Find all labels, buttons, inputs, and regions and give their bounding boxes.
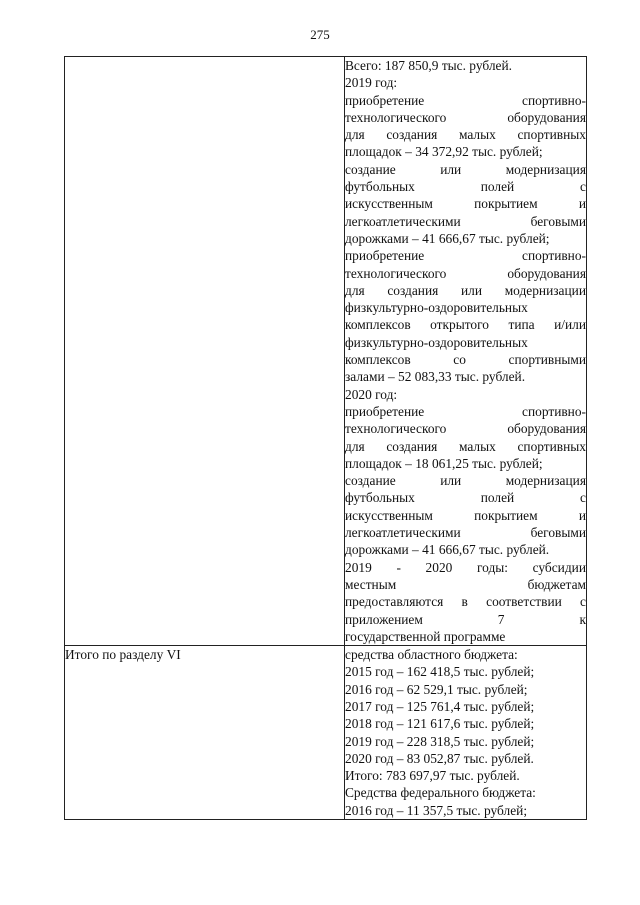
- program-funding-table: [64, 56, 587, 820]
- text-line: предоставляются в соответствии с: [345, 594, 586, 610]
- text-line: Всего: 187 850,9 тыс. рублей.: [345, 58, 512, 73]
- text-line: физкультурно-оздоровительных: [345, 334, 528, 350]
- text-line: создание или модернизация: [345, 161, 586, 177]
- text-line: легкоатлетическими беговыми: [345, 525, 586, 541]
- text-line: площадок – 34 372,92 тыс. рублей;: [345, 144, 543, 160]
- text-line: для создания или модернизации: [345, 282, 586, 298]
- text-line: Средства федерального бюджета:: [345, 785, 536, 801]
- text-line: для создания малых спортивных: [345, 127, 586, 143]
- text-line: футбольных полей с: [345, 179, 586, 195]
- text-line: площадок – 18 061,25 тыс. рублей;: [345, 455, 543, 471]
- text-line: дорожками – 41 666,67 тыс. рублей.: [345, 542, 550, 558]
- text-line: государственной программе: [345, 628, 506, 644]
- text-line: средства областного бюджета:: [345, 647, 518, 663]
- text-line: искусственным покрытием и: [345, 507, 586, 523]
- table-row: [65, 646, 587, 820]
- text-line: создание или модернизация: [345, 473, 586, 489]
- text-line: искусственным покрытием и: [345, 196, 586, 212]
- text-line: технологического оборудования: [345, 265, 586, 281]
- text-line: приобретение спортивно-: [345, 403, 586, 419]
- text-line: 2019 год – 228 318,5 тыс. рублей;: [345, 733, 535, 749]
- text-line: дорожками – 41 666,67 тыс. рублей;: [345, 230, 550, 246]
- table-cell-funding: [345, 57, 587, 646]
- text-line: 2016 год – 62 529,1 тыс. рублей;: [345, 681, 528, 697]
- text-line: 2019 - 2020 годы: субсидии: [345, 559, 586, 575]
- text-line: технологического оборудования: [345, 109, 586, 125]
- text-line: комплексов со спортивными: [345, 352, 586, 368]
- text-line: 2018 год – 121 617,6 тыс. рублей;: [345, 716, 535, 732]
- text-line: 2016 год – 11 357,5 тыс. рублей;: [345, 802, 528, 818]
- text-line: технологического оборудования: [345, 421, 586, 437]
- table-row: [65, 57, 587, 646]
- text-line: 2020 год – 83 052,87 тыс. рублей.: [345, 750, 534, 766]
- text-line: 2015 год – 162 418,5 тыс. рублей;: [345, 664, 535, 680]
- table-cell-section: Итого по разделу VI: [65, 646, 345, 820]
- text-line: приобретение спортивно-: [345, 248, 586, 264]
- text-line: легкоатлетическими беговыми: [345, 213, 586, 229]
- text-line: для создания малых спортивных: [345, 438, 586, 454]
- text-line: залами – 52 083,33 тыс. рублей.: [345, 369, 526, 385]
- text-line: местным бюджетам: [345, 576, 586, 592]
- table-cell-section: [65, 57, 345, 646]
- text-line: футбольных полей с: [345, 490, 586, 506]
- text-line: 2020 год:: [345, 386, 398, 402]
- text-line: комплексов открытого типа и/или: [345, 317, 586, 333]
- text-line: 2019 год:: [345, 75, 398, 91]
- text-line: приложением 7 к: [345, 611, 586, 627]
- text-line: 2017 год – 125 761,4 тыс. рублей;: [345, 698, 535, 714]
- text-line: физкультурно-оздоровительных: [345, 300, 528, 316]
- page-number: 275: [310, 27, 330, 42]
- text-line: приобретение спортивно-: [345, 92, 586, 108]
- table-cell-funding: [345, 646, 587, 820]
- text-line: Итого: 783 697,97 тыс. рублей.: [345, 768, 520, 784]
